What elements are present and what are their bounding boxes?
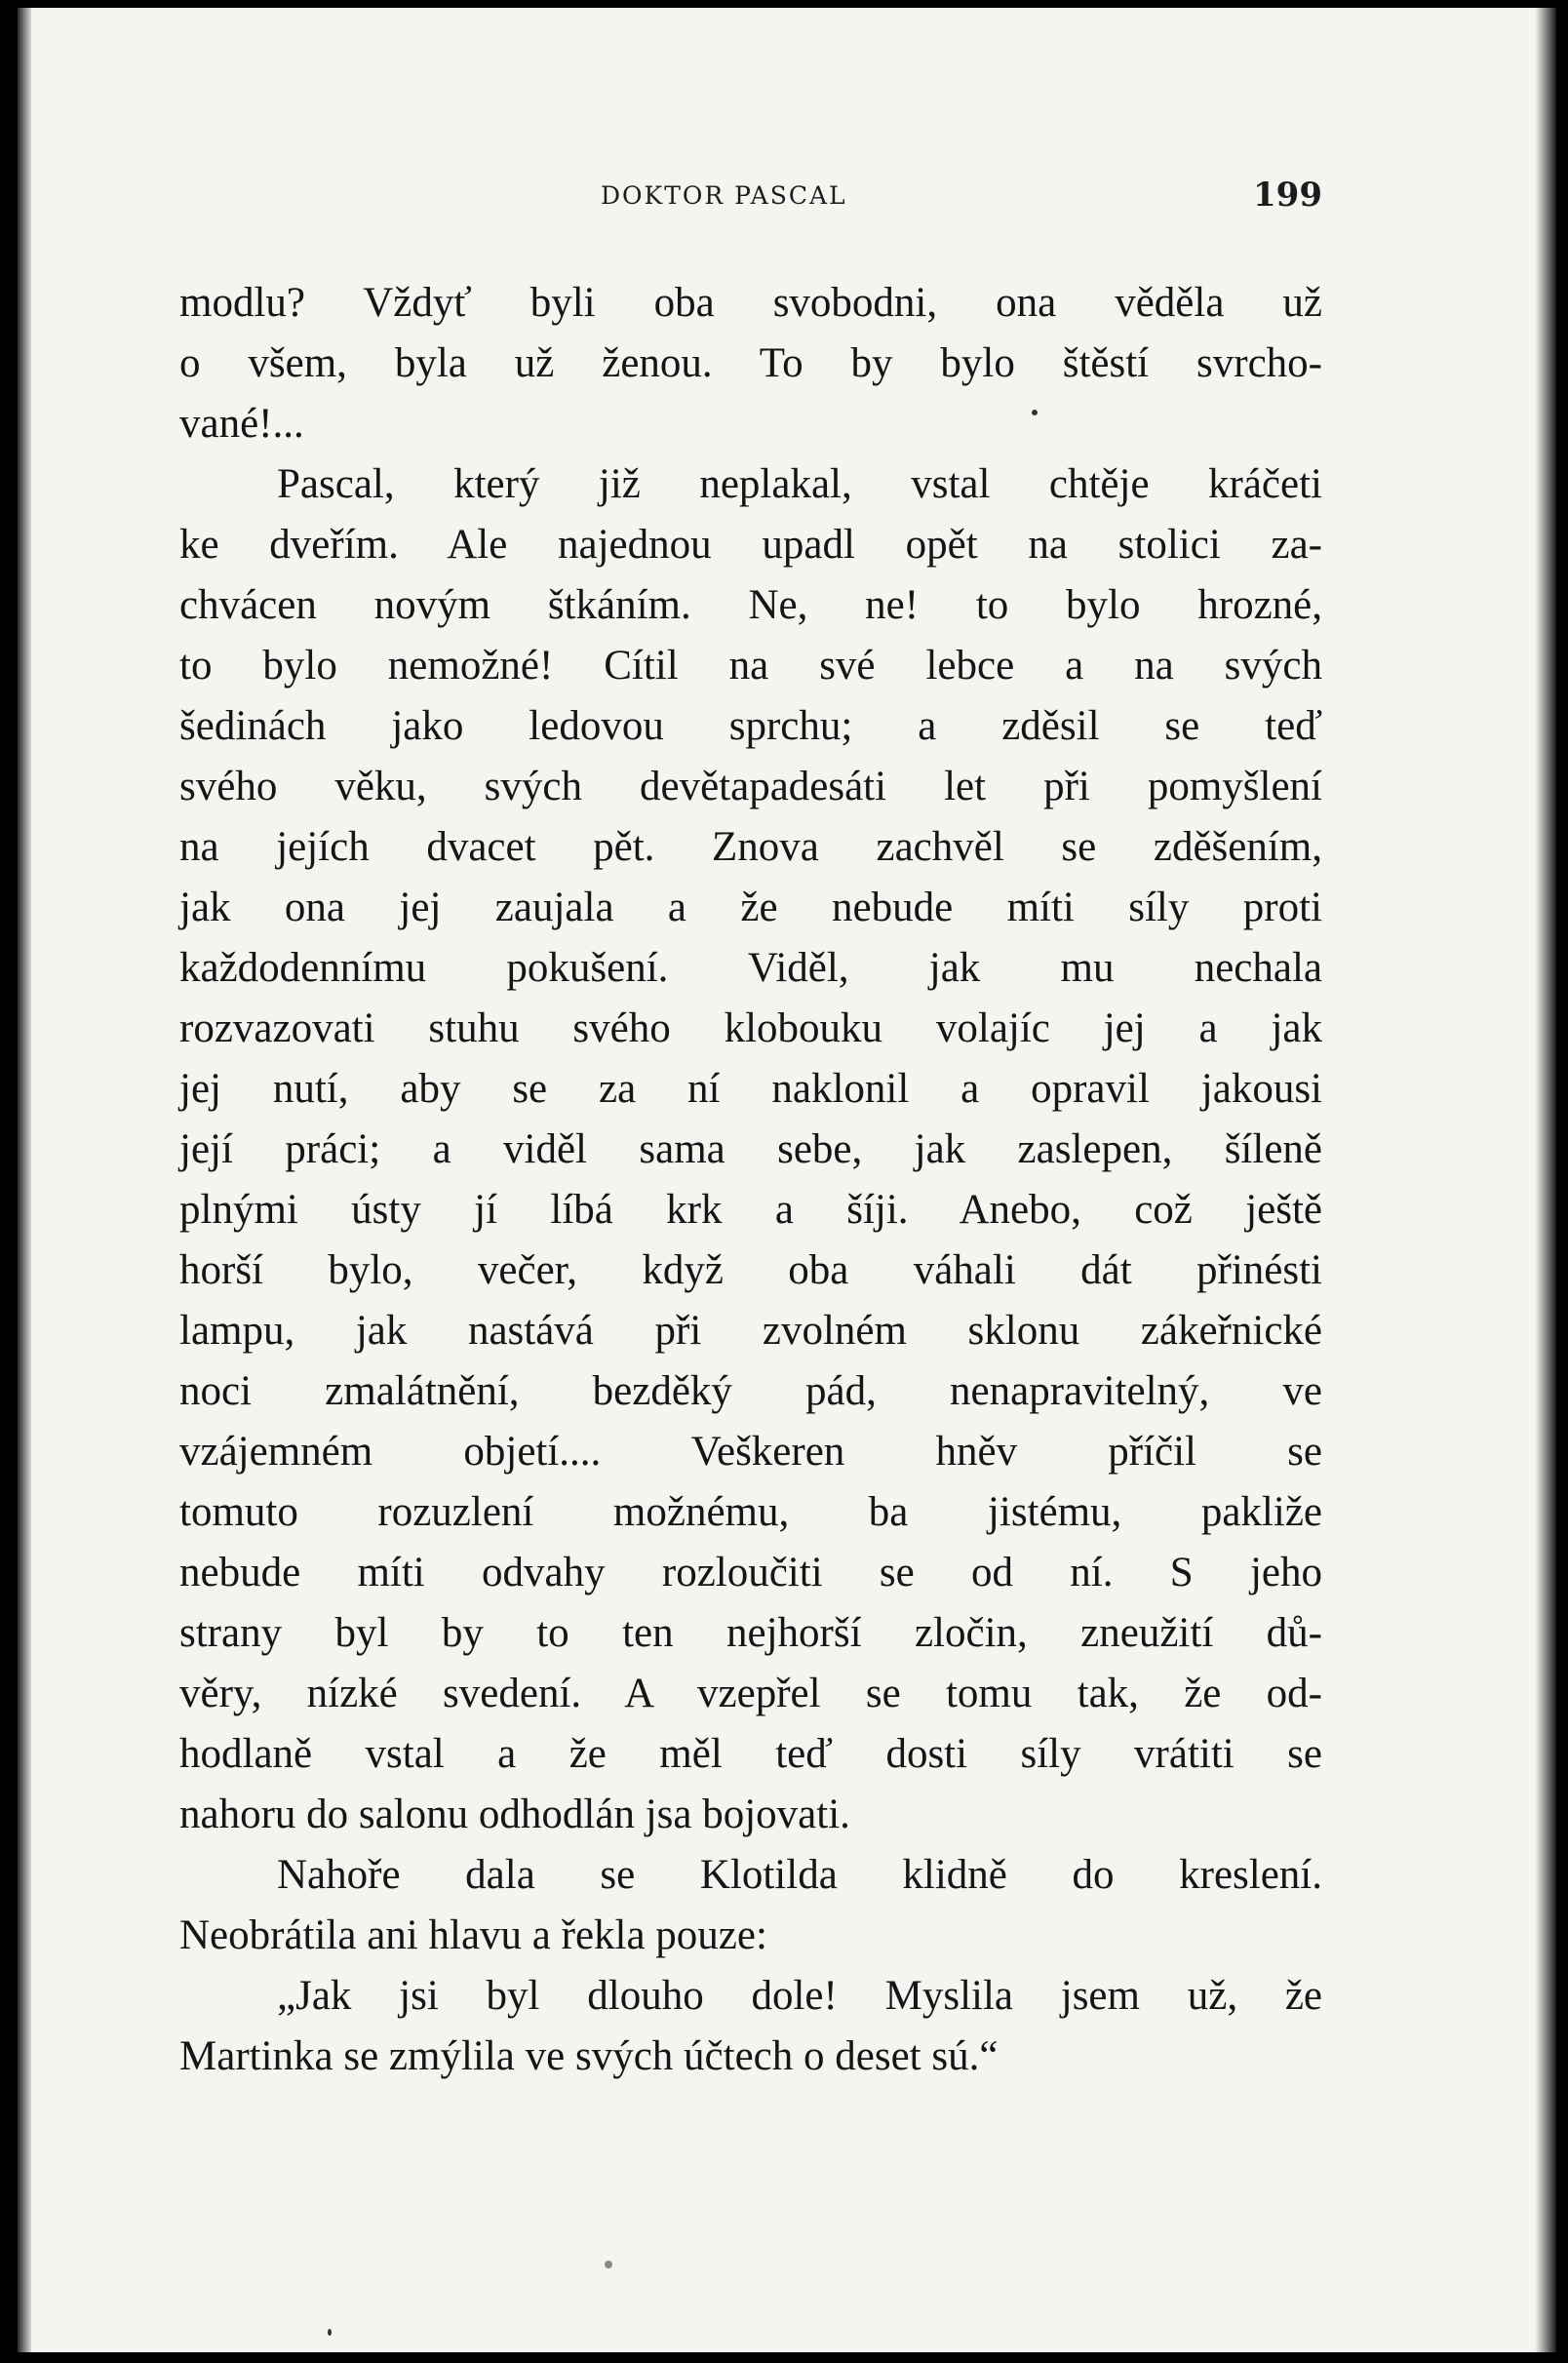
text-line: Pascal, který již neplakal, vstal chtěje kráčeti — [277, 461, 1322, 507]
text-line: svého věku, svých devětapadesáti let při pomyšlení — [179, 764, 1322, 809]
text-line: nebude míti odvahy rozloučiti se od ní. S jeho — [179, 1550, 1322, 1595]
text-line: modlu? Vždyť byli oba svobodni, ona věděla už — [179, 280, 1322, 326]
print-speck — [328, 2329, 332, 2336]
print-speck — [605, 2261, 612, 2268]
text-line: strany byl by to ten nejhorší zločin, zneužití dů- — [179, 1610, 1322, 1656]
text-line: vzájemném objetí.... Veškeren hněv příčil se — [179, 1429, 1322, 1475]
text-line: plnými ústy jí líbá krk a šíji. Anebo, což ještě — [179, 1187, 1322, 1233]
text-line: tomuto rozuzlení možnému, ba jistému, pakliže — [179, 1489, 1322, 1535]
text-line: její práci; a viděl sama sebe, jak zaslepen, šíleně — [179, 1126, 1322, 1172]
text-line: jak ona jej zaujala a že nebude míti síly proti — [179, 885, 1322, 930]
text-line: chvácen novým štkáním. Ne, ne! to bylo hrozné, — [179, 582, 1322, 628]
text-line: rozvazovati stuhu svého klobouku volajíc jej a jak — [179, 1005, 1322, 1051]
page-number: 199 — [1253, 176, 1322, 215]
text-line: vané!... — [179, 401, 304, 447]
text-line: noci zmalátnění, bezděký pád, nenapravitelný, ve — [179, 1368, 1322, 1414]
print-speck — [1032, 410, 1038, 415]
book-page — [18, 8, 1556, 2352]
text-line: věry, nízké svedení. A vzepřel se tomu tak, že od- — [179, 1671, 1322, 1716]
text-line: Nahoře dala se Klotilda klidně do kreslení. — [277, 1852, 1322, 1898]
text-line: Neobrátila ani hlavu a řekla pouze: — [179, 1912, 767, 1958]
text-line: horší bylo, večer, když oba váhali dát přinésti — [179, 1247, 1322, 1293]
body-text — [179, 273, 1322, 2087]
text-line: šedinách jako ledovou sprchu; a zděsil se teď — [179, 703, 1322, 749]
text-line: ke dveřím. Ale najednou upadl opět na stolici za- — [179, 522, 1322, 568]
text-line: každodennímu pokušení. Viděl, jak mu nechala — [179, 945, 1322, 991]
text-line: lampu, jak nastává při zvolném sklonu zákeřnické — [179, 1308, 1322, 1354]
text-line: jej nutí, aby se za ní naklonil a opravil jakousi — [179, 1066, 1322, 1112]
text-line: „Jak jsi byl dlouho dole! Myslila jsem už, že — [277, 1973, 1322, 2019]
running-title: DOKTOR PASCAL — [601, 181, 847, 210]
page-left-edge — [18, 8, 31, 2352]
page-header — [179, 176, 1322, 220]
text-line: to bylo nemožné! Cítil na své lebce a na svých — [179, 643, 1322, 689]
text-line: o všem, byla už ženou. To by bylo štěstí svrcho- — [179, 340, 1322, 386]
text-line: na jejích dvacet pět. Znova zachvěl se zděšením, — [179, 824, 1322, 870]
text-line: nahoru do salonu odhodlán jsa bojovati. — [179, 1792, 850, 1837]
page-right-edge — [1535, 8, 1556, 2352]
text-line: Martinka se zmýlila ve svých účtech o deset sú.“ — [179, 2033, 999, 2079]
text-line: hodlaně vstal a že měl teď dosti síly vrátiti se — [179, 1731, 1322, 1777]
